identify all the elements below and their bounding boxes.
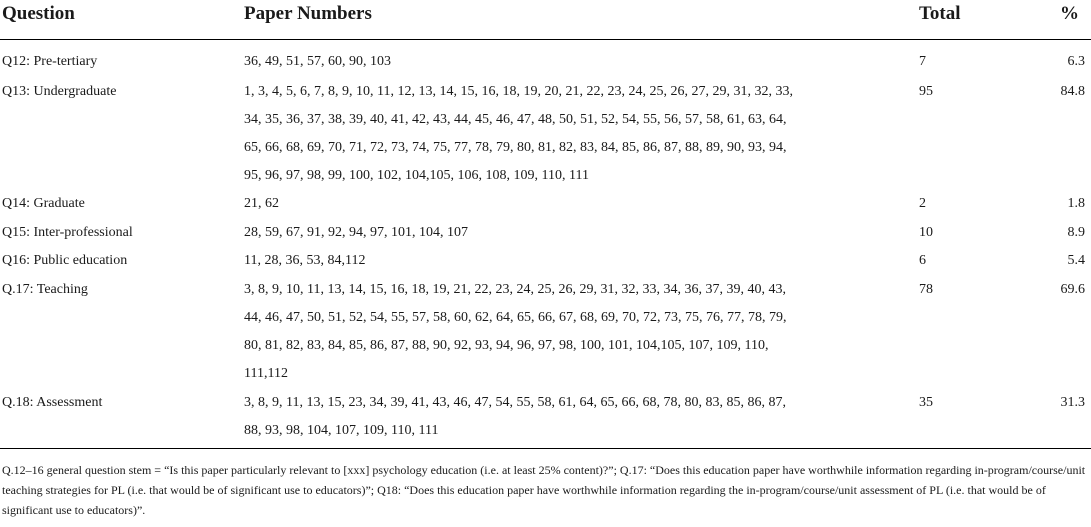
row-question: Q.18: Assessment <box>2 395 103 410</box>
paper-numbers-line: 34, 35, 36, 37, 38, 39, 40, 41, 42, 43, 44, 45, 46, 47, 48, 50, 51, 52, 54, 55, 56, 57, 58, 61, 63, 64, <box>244 112 787 127</box>
paper-numbers-line: 21, 62 <box>244 196 279 211</box>
paper-numbers-line: 80, 81, 82, 83, 84, 85, 86, 87, 88, 90, 92, 93, 94, 96, 97, 98, 100, 101, 104,105, 107, 109, 110, <box>244 338 769 353</box>
row-paper-numbers <box>244 190 844 218</box>
row-question: Q15: Inter-professional <box>2 225 133 240</box>
header-percent: % <box>1060 3 1079 24</box>
row-total: 6 <box>919 253 926 268</box>
paper-numbers-line: 3, 8, 9, 11, 13, 15, 23, 34, 39, 41, 43, 46, 47, 54, 55, 58, 61, 64, 65, 66, 68, 78, 80, 83, 85, 86, 87, <box>244 395 786 410</box>
row-percent: 84.8 <box>1060 84 1085 99</box>
row-percent: 8.9 <box>1067 225 1085 240</box>
row-paper-numbers <box>244 78 844 190</box>
row-paper-numbers <box>244 219 844 247</box>
paper-numbers-line: 95, 96, 97, 98, 99, 100, 102, 104,105, 106, 108, 109, 110, 111 <box>244 168 589 183</box>
paper-numbers-line: 11, 28, 36, 53, 84,112 <box>244 253 366 268</box>
header-rule <box>0 39 1091 40</box>
row-total: 10 <box>919 225 933 240</box>
row-question: Q16: Public education <box>2 253 128 268</box>
header-total: Total <box>919 3 961 24</box>
paper-numbers-line: 1, 3, 4, 5, 6, 7, 8, 9, 10, 11, 12, 13, 14, 15, 16, 18, 19, 20, 21, 22, 23, 24, 25, 26, 27, 29, 31, 32, 33, <box>244 84 793 99</box>
row-paper-numbers <box>244 276 844 388</box>
row-paper-numbers <box>244 389 844 445</box>
row-total: 2 <box>919 196 926 211</box>
row-total: 95 <box>919 84 933 99</box>
header-paper-numbers: Paper Numbers <box>244 3 372 24</box>
row-percent: 69.6 <box>1060 282 1085 297</box>
row-percent: 6.3 <box>1067 54 1085 69</box>
paper-numbers-line: 111,112 <box>244 366 288 381</box>
table-footnote: Q.12–16 general question stem = “Is this paper particularly relevant to [xxx] psychology education (i.e. at least 25% content)?”; Q.17: “Does this education paper have worthwhile information regarding in-program/course/unit teaching strategies for PL (i.e. that would be of significant use to educators)”; Q18: “Does this education paper have worthwhile information regarding the in-program/course/unit assessment of PL (i.e. that would be of significant use to educators)”. <box>2 463 1086 517</box>
row-percent: 5.4 <box>1067 253 1085 268</box>
header-question: Question <box>2 3 75 24</box>
paper-numbers-line: 36, 49, 51, 57, 60, 90, 103 <box>244 54 391 69</box>
paper-numbers-line: 3, 8, 9, 10, 11, 13, 14, 15, 16, 18, 19, 21, 22, 23, 24, 25, 26, 29, 31, 32, 33, 34, 36, 37, 39, 40, 43, <box>244 282 786 297</box>
paper-numbers-line: 44, 46, 47, 50, 51, 52, 54, 55, 57, 58, 60, 62, 64, 65, 66, 67, 68, 69, 70, 72, 73, 75, 76, 77, 78, 79, <box>244 310 787 325</box>
row-question: Q12: Pre-tertiary <box>2 54 98 69</box>
paper-numbers-line: 28, 59, 67, 91, 92, 94, 97, 101, 104, 107 <box>244 225 468 240</box>
row-paper-numbers <box>244 247 844 275</box>
row-total: 35 <box>919 395 933 410</box>
row-percent: 1.8 <box>1067 196 1085 211</box>
row-percent: 31.3 <box>1060 395 1085 410</box>
row-question: Q.17: Teaching <box>2 282 88 297</box>
paper-numbers-line: 65, 66, 68, 69, 70, 71, 72, 73, 74, 75, 77, 78, 79, 80, 81, 82, 83, 84, 85, 86, 87, 88, 89, 90, 93, 94, <box>244 140 787 155</box>
table-bottom-rule <box>0 448 1091 449</box>
row-total: 78 <box>919 282 933 297</box>
row-question: Q13: Undergraduate <box>2 84 117 99</box>
row-paper-numbers <box>244 48 844 76</box>
paper-numbers-line: 88, 93, 98, 104, 107, 109, 110, 111 <box>244 423 439 438</box>
row-question: Q14: Graduate <box>2 196 85 211</box>
row-total: 7 <box>919 54 926 69</box>
